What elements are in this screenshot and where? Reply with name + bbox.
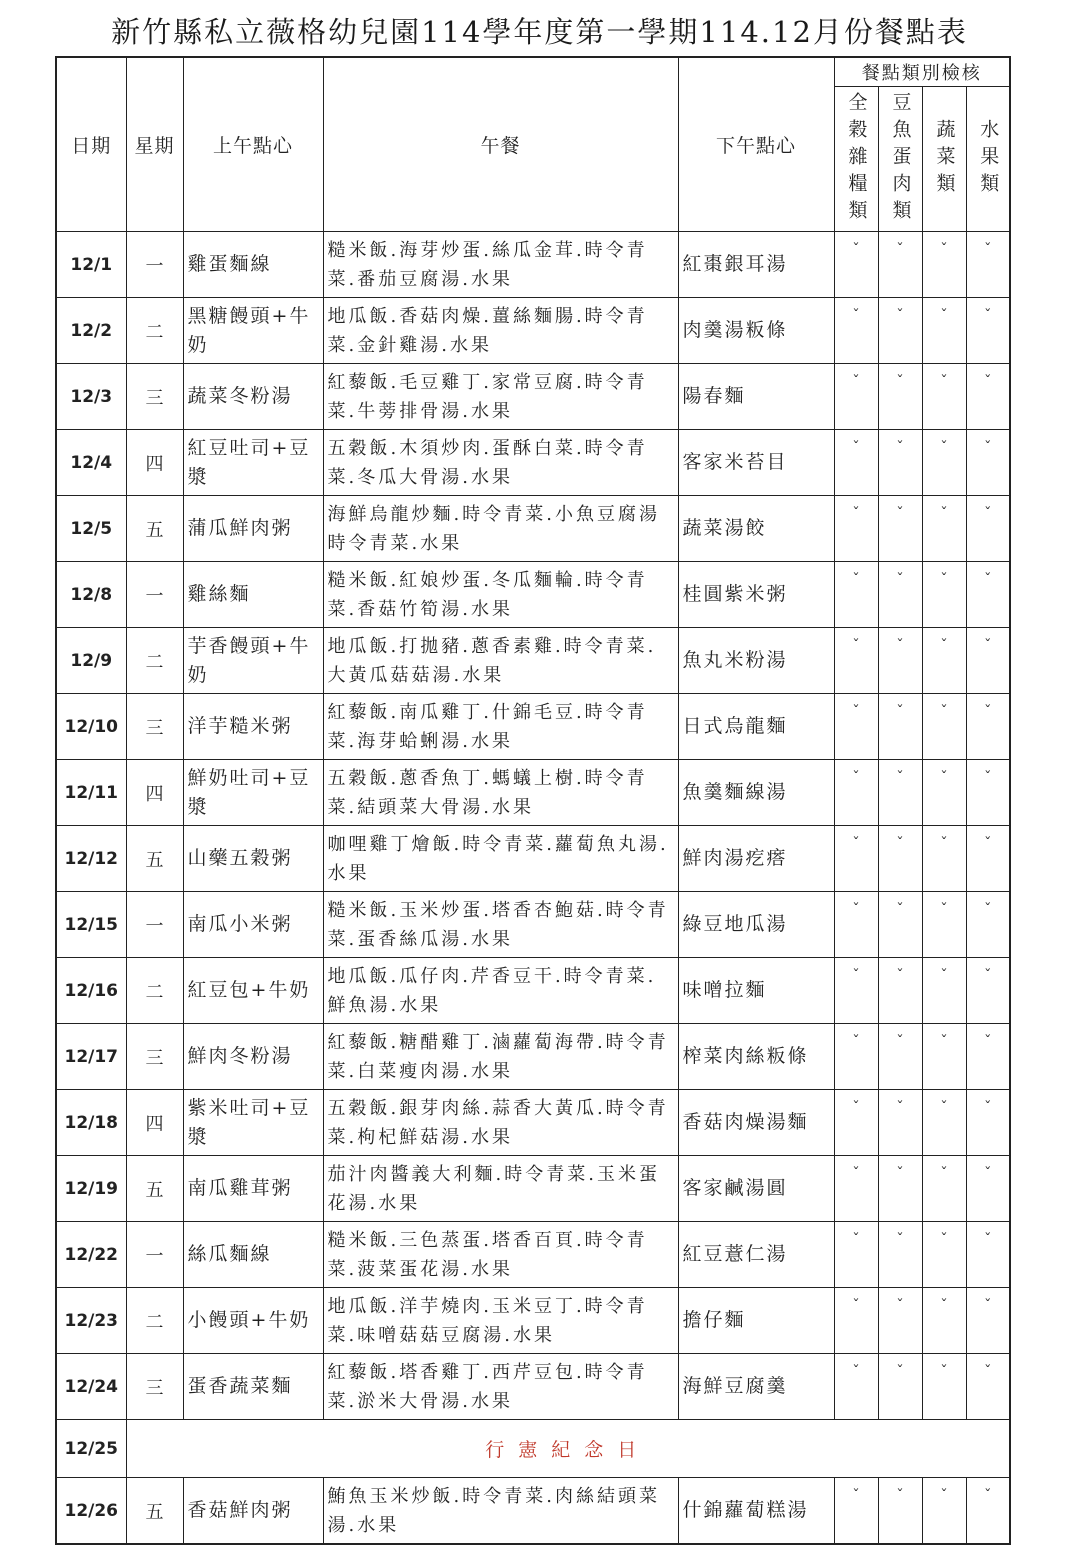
check-mark-vegetables: ˇ xyxy=(922,760,966,826)
menu-row xyxy=(56,562,1010,628)
row-date: 12/5 xyxy=(56,496,126,562)
check-mark-grains: ˇ xyxy=(834,1222,878,1288)
row-morning-snack: 蔬菜冬粉湯 xyxy=(183,364,323,430)
holiday-row xyxy=(56,1420,1010,1478)
check-mark-fruit: ˇ xyxy=(966,760,1010,826)
check-mark-grains: ˇ xyxy=(834,1288,878,1354)
row-morning-snack: 小饅頭+牛奶 xyxy=(183,1288,323,1354)
check-mark-vegetables: ˇ xyxy=(922,694,966,760)
row-lunch: 鮪魚玉米炒飯.時令青菜.肉絲結頭菜湯.水果 xyxy=(323,1478,678,1545)
row-afternoon-snack: 魚羹麵線湯 xyxy=(678,760,834,826)
row-weekday: 四 xyxy=(126,1090,183,1156)
check-mark-vegetables: ˇ xyxy=(922,232,966,298)
check-mark-protein: ˇ xyxy=(878,760,922,826)
row-weekday: 二 xyxy=(126,628,183,694)
row-morning-snack: 絲瓜麵線 xyxy=(183,1222,323,1288)
row-weekday: 四 xyxy=(126,760,183,826)
menu-row xyxy=(56,364,1010,430)
menu-row xyxy=(56,826,1010,892)
row-afternoon-snack: 魚丸米粉湯 xyxy=(678,628,834,694)
row-weekday: 三 xyxy=(126,694,183,760)
check-mark-grains: ˇ xyxy=(834,1090,878,1156)
header-vegetables: 蔬菜類 xyxy=(922,87,966,232)
check-mark-protein: ˇ xyxy=(878,1288,922,1354)
row-afternoon-snack: 海鮮豆腐羹 xyxy=(678,1354,834,1420)
check-mark-protein: ˇ xyxy=(878,1090,922,1156)
row-lunch: 地瓜飯.瓜仔肉.芹香豆干.時令青菜.鮮魚湯.水果 xyxy=(323,958,678,1024)
row-afternoon-snack: 綠豆地瓜湯 xyxy=(678,892,834,958)
row-date: 12/3 xyxy=(56,364,126,430)
row-afternoon-snack: 味噌拉麵 xyxy=(678,958,834,1024)
row-lunch: 糙米飯.三色蒸蛋.塔香百頁.時令青菜.菠菜蛋花湯.水果 xyxy=(323,1222,678,1288)
header-fruit: 水果類 xyxy=(966,87,1010,232)
check-mark-fruit: ˇ xyxy=(966,496,1010,562)
row-morning-snack: 紅豆包+牛奶 xyxy=(183,958,323,1024)
check-mark-protein: ˇ xyxy=(878,298,922,364)
check-mark-vegetables: ˇ xyxy=(922,826,966,892)
check-mark-protein: ˇ xyxy=(878,892,922,958)
check-mark-fruit: ˇ xyxy=(966,232,1010,298)
check-mark-protein: ˇ xyxy=(878,1354,922,1420)
check-mark-vegetables: ˇ xyxy=(922,958,966,1024)
row-morning-snack: 鮮肉冬粉湯 xyxy=(183,1024,323,1090)
check-mark-protein: ˇ xyxy=(878,562,922,628)
row-weekday: 二 xyxy=(126,298,183,364)
page-title: 新竹縣私立薇格幼兒園114學年度第一學期114.12月份餐點表 xyxy=(111,15,968,49)
check-mark-fruit: ˇ xyxy=(966,1024,1010,1090)
check-mark-vegetables: ˇ xyxy=(922,1354,966,1420)
check-mark-vegetables: ˇ xyxy=(922,1024,966,1090)
row-lunch: 茄汁肉醬義大利麵.時令青菜.玉米蛋花湯.水果 xyxy=(323,1156,678,1222)
menu-row xyxy=(56,694,1010,760)
row-weekday: 二 xyxy=(126,1288,183,1354)
row-lunch: 五穀飯.蔥香魚丁.螞蟻上樹.時令青菜.結頭菜大骨湯.水果 xyxy=(323,760,678,826)
check-mark-protein: ˇ xyxy=(878,1024,922,1090)
row-weekday: 二 xyxy=(126,958,183,1024)
check-mark-fruit: ˇ xyxy=(966,1156,1010,1222)
check-mark-grains: ˇ xyxy=(834,1156,878,1222)
row-weekday: 一 xyxy=(126,562,183,628)
check-mark-vegetables: ˇ xyxy=(922,1478,966,1545)
check-mark-fruit: ˇ xyxy=(966,364,1010,430)
check-mark-grains: ˇ xyxy=(834,694,878,760)
check-mark-fruit: ˇ xyxy=(966,1090,1010,1156)
check-mark-grains: ˇ xyxy=(834,628,878,694)
holiday-date: 12/25 xyxy=(56,1420,126,1478)
check-mark-vegetables: ˇ xyxy=(922,1090,966,1156)
row-lunch: 地瓜飯.香菇肉燥.薑絲麵腸.時令青菜.金針雞湯.水果 xyxy=(323,298,678,364)
row-date: 12/18 xyxy=(56,1090,126,1156)
row-morning-snack: 黑糖饅頭+牛奶 xyxy=(183,298,323,364)
row-morning-snack: 雞絲麵 xyxy=(183,562,323,628)
row-weekday: 五 xyxy=(126,496,183,562)
check-mark-protein: ˇ xyxy=(878,1156,922,1222)
menu-row xyxy=(56,760,1010,826)
row-date: 12/8 xyxy=(56,562,126,628)
check-mark-grains: ˇ xyxy=(834,958,878,1024)
row-afternoon-snack: 紅棗銀耳湯 xyxy=(678,232,834,298)
row-afternoon-snack: 桂圓紫米粥 xyxy=(678,562,834,628)
check-mark-fruit: ˇ xyxy=(966,298,1010,364)
row-weekday: 五 xyxy=(126,826,183,892)
row-afternoon-snack: 日式烏龍麵 xyxy=(678,694,834,760)
row-lunch: 糙米飯.海芽炒蛋.絲瓜金茸.時令青菜.番茄豆腐湯.水果 xyxy=(323,232,678,298)
check-mark-grains: ˇ xyxy=(834,1024,878,1090)
check-mark-protein: ˇ xyxy=(878,694,922,760)
check-mark-fruit: ˇ xyxy=(966,892,1010,958)
check-mark-grains: ˇ xyxy=(834,826,878,892)
row-morning-snack: 南瓜小米粥 xyxy=(183,892,323,958)
row-morning-snack: 蒲瓜鮮肉粥 xyxy=(183,496,323,562)
menu-table xyxy=(55,56,1011,1545)
row-afternoon-snack: 客家米苔目 xyxy=(678,430,834,496)
check-mark-fruit: ˇ xyxy=(966,958,1010,1024)
row-morning-snack: 蛋香蔬菜麵 xyxy=(183,1354,323,1420)
check-mark-fruit: ˇ xyxy=(966,628,1010,694)
menu-row xyxy=(56,1222,1010,1288)
check-mark-protein: ˇ xyxy=(878,628,922,694)
row-afternoon-snack: 榨菜肉絲粄條 xyxy=(678,1024,834,1090)
row-afternoon-snack: 鮮肉湯疙瘩 xyxy=(678,826,834,892)
check-mark-vegetables: ˇ xyxy=(922,364,966,430)
check-mark-fruit: ˇ xyxy=(966,1288,1010,1354)
check-mark-grains: ˇ xyxy=(834,298,878,364)
menu-row xyxy=(56,430,1010,496)
row-morning-snack: 南瓜雞茸粥 xyxy=(183,1156,323,1222)
row-lunch: 紅藜飯.塔香雞丁.西芹豆包.時令青菜.淤米大骨湯.水果 xyxy=(323,1354,678,1420)
check-mark-protein: ˇ xyxy=(878,826,922,892)
check-mark-protein: ˇ xyxy=(878,1222,922,1288)
check-mark-grains: ˇ xyxy=(834,1354,878,1420)
row-date: 12/9 xyxy=(56,628,126,694)
row-morning-snack: 鮮奶吐司+豆漿 xyxy=(183,760,323,826)
row-weekday: 四 xyxy=(126,430,183,496)
header-lunch: 午餐 xyxy=(323,57,678,232)
row-weekday: 五 xyxy=(126,1478,183,1545)
row-date: 12/10 xyxy=(56,694,126,760)
menu-row xyxy=(56,1478,1010,1545)
row-morning-snack: 香菇鮮肉粥 xyxy=(183,1478,323,1545)
menu-row xyxy=(56,1156,1010,1222)
check-mark-protein: ˇ xyxy=(878,430,922,496)
row-date: 12/4 xyxy=(56,430,126,496)
check-mark-vegetables: ˇ xyxy=(922,1288,966,1354)
menu-row xyxy=(56,232,1010,298)
check-mark-grains: ˇ xyxy=(834,562,878,628)
check-mark-fruit: ˇ xyxy=(966,1354,1010,1420)
row-date: 12/17 xyxy=(56,1024,126,1090)
check-mark-grains: ˇ xyxy=(834,892,878,958)
check-mark-protein: ˇ xyxy=(878,958,922,1024)
row-morning-snack: 山藥五穀粥 xyxy=(183,826,323,892)
holiday-name: 行憲紀念日 xyxy=(126,1420,1010,1478)
row-afternoon-snack: 肉羹湯粄條 xyxy=(678,298,834,364)
row-morning-snack: 芋香饅頭+牛奶 xyxy=(183,628,323,694)
row-weekday: 一 xyxy=(126,892,183,958)
check-mark-grains: ˇ xyxy=(834,1478,878,1545)
header-protein: 豆魚蛋肉類 xyxy=(878,87,922,232)
row-lunch: 紅藜飯.毛豆雞丁.家常豆腐.時令青菜.牛蒡排骨湯.水果 xyxy=(323,364,678,430)
row-lunch: 糙米飯.玉米炒蛋.塔香杏鮑菇.時令青菜.蛋香絲瓜湯.水果 xyxy=(323,892,678,958)
check-mark-fruit: ˇ xyxy=(966,1478,1010,1545)
header-category-check: 餐點類別檢核 xyxy=(834,57,1010,87)
check-mark-grains: ˇ xyxy=(834,430,878,496)
row-weekday: 五 xyxy=(126,1156,183,1222)
row-lunch: 紅藜飯.糖醋雞丁.滷蘿蔔海帶.時令青菜.白菜瘦肉湯.水果 xyxy=(323,1024,678,1090)
header-date: 日期 xyxy=(56,57,126,232)
row-date: 12/1 xyxy=(56,232,126,298)
header-weekday: 星期 xyxy=(126,57,183,232)
row-date: 12/26 xyxy=(56,1478,126,1545)
check-mark-protein: ˇ xyxy=(878,232,922,298)
row-lunch: 紅藜飯.南瓜雞丁.什錦毛豆.時令青菜.海芽蛤蜊湯.水果 xyxy=(323,694,678,760)
menu-row xyxy=(56,1288,1010,1354)
menu-row xyxy=(56,628,1010,694)
row-date: 12/19 xyxy=(56,1156,126,1222)
header-morning-snack: 上午點心 xyxy=(183,57,323,232)
check-mark-protein: ˇ xyxy=(878,364,922,430)
check-mark-fruit: ˇ xyxy=(966,562,1010,628)
row-morning-snack: 洋芋糙米粥 xyxy=(183,694,323,760)
menu-row xyxy=(56,1024,1010,1090)
row-afternoon-snack: 陽春麵 xyxy=(678,364,834,430)
row-morning-snack: 紫米吐司+豆漿 xyxy=(183,1090,323,1156)
check-mark-fruit: ˇ xyxy=(966,826,1010,892)
row-weekday: 一 xyxy=(126,232,183,298)
row-weekday: 三 xyxy=(126,1354,183,1420)
menu-row xyxy=(56,1354,1010,1420)
check-mark-grains: ˇ xyxy=(834,232,878,298)
check-mark-vegetables: ˇ xyxy=(922,298,966,364)
row-lunch: 咖哩雞丁燴飯.時令青菜.蘿蔔魚丸湯.水果 xyxy=(323,826,678,892)
row-lunch: 地瓜飯.洋芋燒肉.玉米豆丁.時令青菜.味噌菇菇豆腐湯.水果 xyxy=(323,1288,678,1354)
row-lunch: 海鮮烏龍炒麵.時令青菜.小魚豆腐湯時令青菜.水果 xyxy=(323,496,678,562)
row-lunch: 五穀飯.木須炒肉.蛋酥白菜.時令青菜.冬瓜大骨湯.水果 xyxy=(323,430,678,496)
check-mark-protein: ˇ xyxy=(878,496,922,562)
check-mark-grains: ˇ xyxy=(834,760,878,826)
check-mark-vegetables: ˇ xyxy=(922,430,966,496)
header-afternoon-snack: 下午點心 xyxy=(678,57,834,232)
row-date: 12/15 xyxy=(56,892,126,958)
row-date: 12/23 xyxy=(56,1288,126,1354)
row-date: 12/22 xyxy=(56,1222,126,1288)
row-date: 12/2 xyxy=(56,298,126,364)
row-lunch: 糙米飯.紅娘炒蛋.冬瓜麵輪.時令青菜.香菇竹筍湯.水果 xyxy=(323,562,678,628)
row-morning-snack: 雞蛋麵線 xyxy=(183,232,323,298)
menu-row xyxy=(56,958,1010,1024)
check-mark-fruit: ˇ xyxy=(966,694,1010,760)
row-date: 12/24 xyxy=(56,1354,126,1420)
row-morning-snack: 紅豆吐司+豆漿 xyxy=(183,430,323,496)
check-mark-fruit: ˇ xyxy=(966,430,1010,496)
check-mark-vegetables: ˇ xyxy=(922,892,966,958)
check-mark-vegetables: ˇ xyxy=(922,1222,966,1288)
row-afternoon-snack: 紅豆薏仁湯 xyxy=(678,1222,834,1288)
check-mark-vegetables: ˇ xyxy=(922,496,966,562)
check-mark-vegetables: ˇ xyxy=(922,1156,966,1222)
row-weekday: 三 xyxy=(126,364,183,430)
row-lunch: 地瓜飯.打拋豬.蔥香素雞.時令青菜.大黃瓜菇菇湯.水果 xyxy=(323,628,678,694)
check-mark-grains: ˇ xyxy=(834,364,878,430)
row-date: 12/11 xyxy=(56,760,126,826)
row-afternoon-snack: 蔬菜湯餃 xyxy=(678,496,834,562)
row-weekday: 一 xyxy=(126,1222,183,1288)
check-mark-vegetables: ˇ xyxy=(922,628,966,694)
row-date: 12/16 xyxy=(56,958,126,1024)
row-afternoon-snack: 擔仔麵 xyxy=(678,1288,834,1354)
menu-row xyxy=(56,1090,1010,1156)
menu-row xyxy=(56,298,1010,364)
row-date: 12/12 xyxy=(56,826,126,892)
check-mark-protein: ˇ xyxy=(878,1478,922,1545)
header-grains: 全穀雜糧類 xyxy=(834,87,878,232)
row-afternoon-snack: 香菇肉燥湯麵 xyxy=(678,1090,834,1156)
menu-row xyxy=(56,892,1010,958)
row-afternoon-snack: 什錦蘿蔔糕湯 xyxy=(678,1478,834,1545)
check-mark-grains: ˇ xyxy=(834,496,878,562)
row-weekday: 三 xyxy=(126,1024,183,1090)
menu-row xyxy=(56,496,1010,562)
row-lunch: 五穀飯.銀芽肉絲.蒜香大黃瓜.時令青菜.枸杞鮮菇湯.水果 xyxy=(323,1090,678,1156)
check-mark-vegetables: ˇ xyxy=(922,562,966,628)
row-afternoon-snack: 客家鹹湯圓 xyxy=(678,1156,834,1222)
check-mark-fruit: ˇ xyxy=(966,1222,1010,1288)
